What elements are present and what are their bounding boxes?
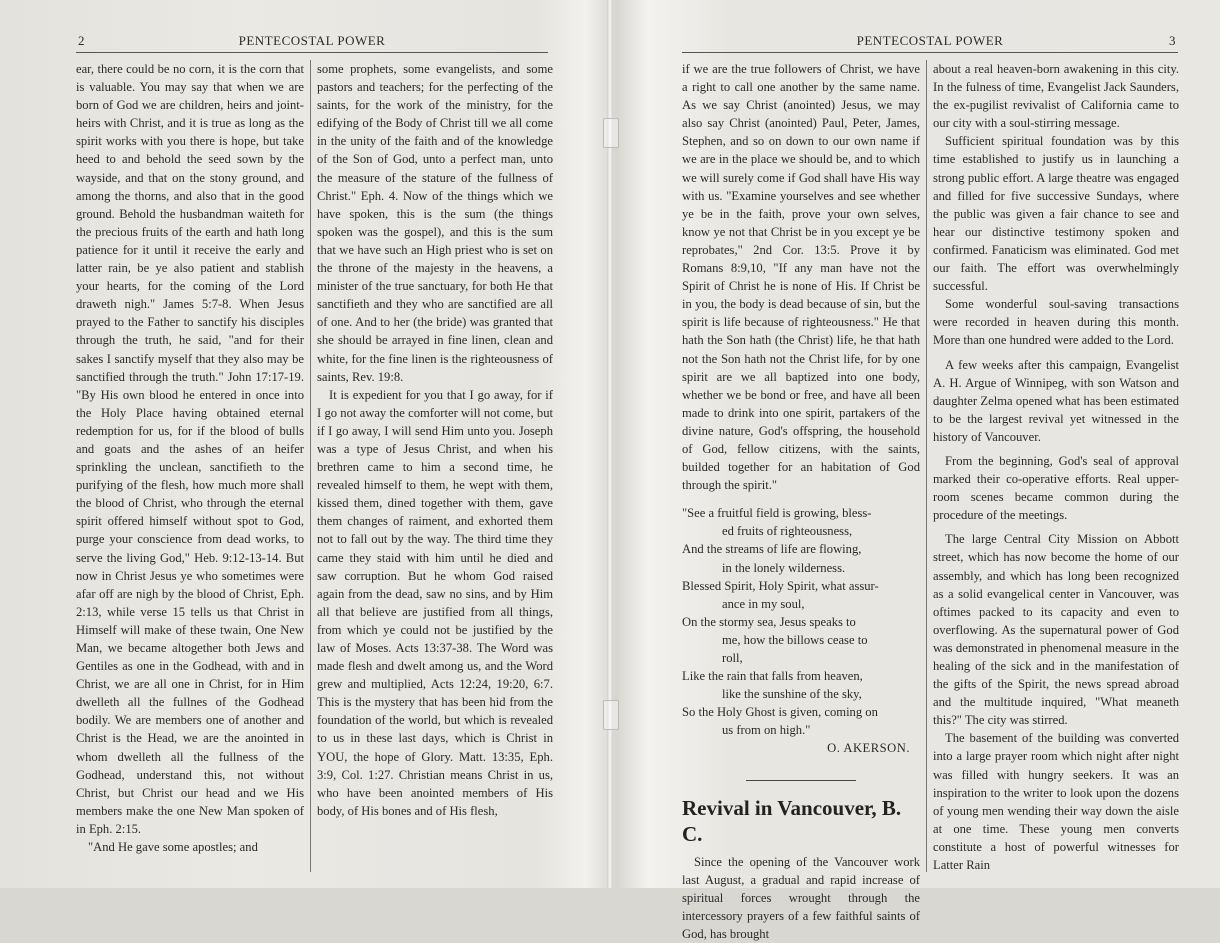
author-signature: O. AKERSON. [827, 741, 910, 756]
poem-line: me, how the billows cease to [722, 632, 868, 647]
page-left [0, 0, 600, 888]
right-page-column-1 [682, 60, 920, 943]
paragraph: Some wonderful soul-saving transactions were recorded in heaven during this month. More than one hundred were added to the Lord. [933, 297, 1179, 348]
paragraph: ear, there could be no corn, it is the corn that is valuable. You may say that when we are born of God we are children, heirs and joint-heirs with Christ, and it is true as long as the spirit works with you there is hope, but take heed to and behold the seed sown by the wayside, and that on the stony ground, and among the thorns, and also that in the good ground. Behold the husbandman waiteth for the precious fruits of the earth and hath long patience for it until it receive the early and latter rain, be ye also patient and stablish your hearts, for the coming of the Lord draweth nigh." James 5:7-8. When Jesus prayed to the Father to sanctify his disciples through the truth, he said, "and for their sakes I sanctify myself that they also may be sanctified through the truth." John 17:17-19. "By His own blood he entered in once into the Holy Place having obtained eternal redemption for us, for if the blood of bulls and goats and the ashes of an heifer sprinkling the unclean, sanctifieth to the purifying of the flesh, how much more shall the blood of Christ, who through the eternal spirit offered himself without spot to God, purge your conscience from dead works, to serve the living God," Heb. 9:12-13-14. But now in Christ Jesus ye who sometimes were afar off are nigh by the blood of Christ, Eph. 2:13, while verse 15 tells us that Christ in Himself will make of these twain, One New Man, we became altogether both Jews and Gentiles as one in the Godhead, with and in Christ, we are all one in Christ, for in Him dwelleth all the fullnes of the Godhead bodily. We are members one of another and Christ is the Head, we are the anointed in whom dwelleth all the fullness of the Godhead, understand this, not without Christ, but Christ our head and we His members make the one New Man spoken of in Eph. 2:15. [76, 62, 304, 836]
poem-line: ed fruits of righteousness, [722, 524, 853, 539]
paragraph: Since the opening of the Vancouver work last August, a gradual and rapid increase of spiritual forces wrought through the intercessory prayers of a few faithful saints of God, has brought [682, 854, 920, 941]
right-page-column-2 [926, 60, 1179, 872]
paragraph: Sufficient spiritual foundation was by this time established to justify us in launching a strong public effort. A large theatre was engaged and filled for five successive Sundays, where the public was given a fair chance to see and hear our distinctive testimony spoken and confirmed. Fanaticism was eliminated. God met our faith. The effort was overwhelmingly successful. [933, 134, 1179, 294]
staple-bottom [603, 700, 619, 730]
poem-line: like the sunshine of the sky, [722, 687, 862, 702]
staple-top [603, 118, 619, 148]
paragraph: From the beginning, God's seal of approval marked their co-operative efforts. Real upper-room scenes became common during the procedure of the meetings. [933, 453, 1179, 523]
paragraph: The basement of the building was converted into a large prayer room which night after night was filled with hungry seekers. It was an inspiration to the writer to look upon the dozens of young men wending their way down the aisle at one time. These young men converts constitute a host of powerful witnesses for Latter Rain [933, 731, 1179, 873]
paragraph: if we are the true followers of Christ, we have a right to call one another by the same name. As we say Christ (anointed) Jesus, we may also say Christ (anointed) Paul, Peter, James, Stephen, and so on down to our own name if we are in the place we should be, and to which we will surely come if God shall have His way with us. "Examine yourselves and see whether ye be in the faith, prove your own selves, know ye not that Christ be in you except ye be reprobates," 2nd Cor. 13:5. Prove it by Romans 8:9,10, "If any man have not the Spirit of Christ he is none of His. If Christ be in you, the body is dead because of sin, but the spirit is life because of righteousness." He that hath the Son hath (the Christ) life, he that hath not the Son hath not the Christ life, for by one spirit are we all baptized into one body, whether we be bond or free, and have all been made to drink into one spirit, partakers of the divine nature, God's offspring, the household of God, fellow citizens, with the saints, builded together for an habitation of God through the spirit." [682, 62, 920, 493]
paragraph: A few weeks after this campaign, Evangelist A. H. Argue of Winnipeg, with son Watson and daughter Zelma opened what has been estimated to be the largest revival yet witnessed in the history of Vancouver. [933, 357, 1179, 444]
poem-line: us from on high." [722, 723, 811, 738]
paragraph: It is expedient for you that I go away, for if I go not away the comforter will not come, but if I go away, I will send Him unto you. Joseph was a type of Jesus Christ, and when his brethren came to him a second time, he revealed himself to them, he wept with them, kissed them, dined together with them, gave them changes of raiment, and exhorted them not to fall out by the way. The third time they came they staid with him until he died and saw corruption. But he whom God raised again from the dead, saw no sins, and by Him all that believe are justified from all things, from which ye could not be justified by the law of Moses. Acts 13:37-38. The Word was made flesh and dwelt among us, and the Word grew and multiplied, Acts 12:24, 19:20, 6:7. This is the mystery that has been hid from the foundation of the world, but which is revealed to us in these last days, which is Christ in YOU, the hope of Glory. Matt. 13:35, Eph. 3:9, Col. 1:27. Christian means Christ in us, who have been anointed members of His body, of His bones and of His flesh, [317, 387, 553, 818]
section-divider [746, 780, 856, 781]
poem-line: On the stormy sea, Jesus speaks to [682, 614, 856, 629]
poem-line: Like the rain that falls from heaven, [682, 669, 863, 684]
running-head-right [682, 30, 1178, 53]
poem-line: "See a fruitful field is growing, bless- [682, 506, 872, 521]
paragraph: The large Central City Mission on Abbott street, which has now become the home of our assembly, and which has long been recognized as a solid evangelical center in Vancouver, was oftimes packed to its capacity and even to overflowing. As the supernatural power of God was demonstrated in phenomenal measure in the healing of the sick and in the manifestation of the gifts of the Spirit, the news spread abroad and the multitude inquired, "What meaneth this?" The city was stirred. [933, 532, 1179, 728]
page-number: 3 [1169, 33, 1176, 48]
page-right [620, 0, 1220, 941]
paragraph: some prophets, some evangelists, and some pastors and teachers; for the perfecting of the saints, for the work of the ministry, for the edifying of the Body of Christ till we all come in the unity of the faith and of the knowledge of the Son of God, unto a perfect man, unto the measure of the stature of the fullness of Christ." Eph. 4. Now of the things which we have spoken, this is the sum (the things spoken was the gospel), and this is the sum that we have such an High priest who is set on the throne of the majesty in the heavens, a minister of the true sanctuary, for both He that sanctifieth and they who are sanctified are all of one. And to her (the bride) was granted that she should be arrayed in fine linen, clean and white, for the fine linen is the righteousness of saints, Rev. 19:8. [317, 62, 553, 384]
poem-line: So the Holy Ghost is given, coming on [682, 705, 878, 720]
poem-line: ance in my soul, [722, 596, 805, 611]
poem [682, 504, 920, 757]
running-head-left [76, 30, 548, 53]
poem-line: And the streams of life are flowing, [682, 542, 862, 557]
article-title: Revival in Vancouver, B. C. [682, 795, 902, 846]
paragraph: about a real heaven-born awakening in this city. In the fulness of time, Evangelist Jack Saunders, the ex-pugilist revivalist of California came to our city with a soul-stirring message. [933, 62, 1179, 131]
page-number: 2 [78, 33, 85, 48]
left-page-column-2 [310, 60, 553, 872]
poem-line: Blessed Spirit, Holy Spirit, what assur- [682, 578, 879, 593]
poem-line: in the lonely wilderness. [722, 560, 846, 575]
publication-title: PENTECOSTAL POWER [856, 33, 1004, 48]
publication-title: PENTECOSTAL POWER [238, 33, 386, 48]
paragraph: "And He gave some apostles; and [88, 840, 258, 855]
left-page-column-1 [76, 60, 304, 856]
poem-line: roll, [722, 651, 743, 665]
